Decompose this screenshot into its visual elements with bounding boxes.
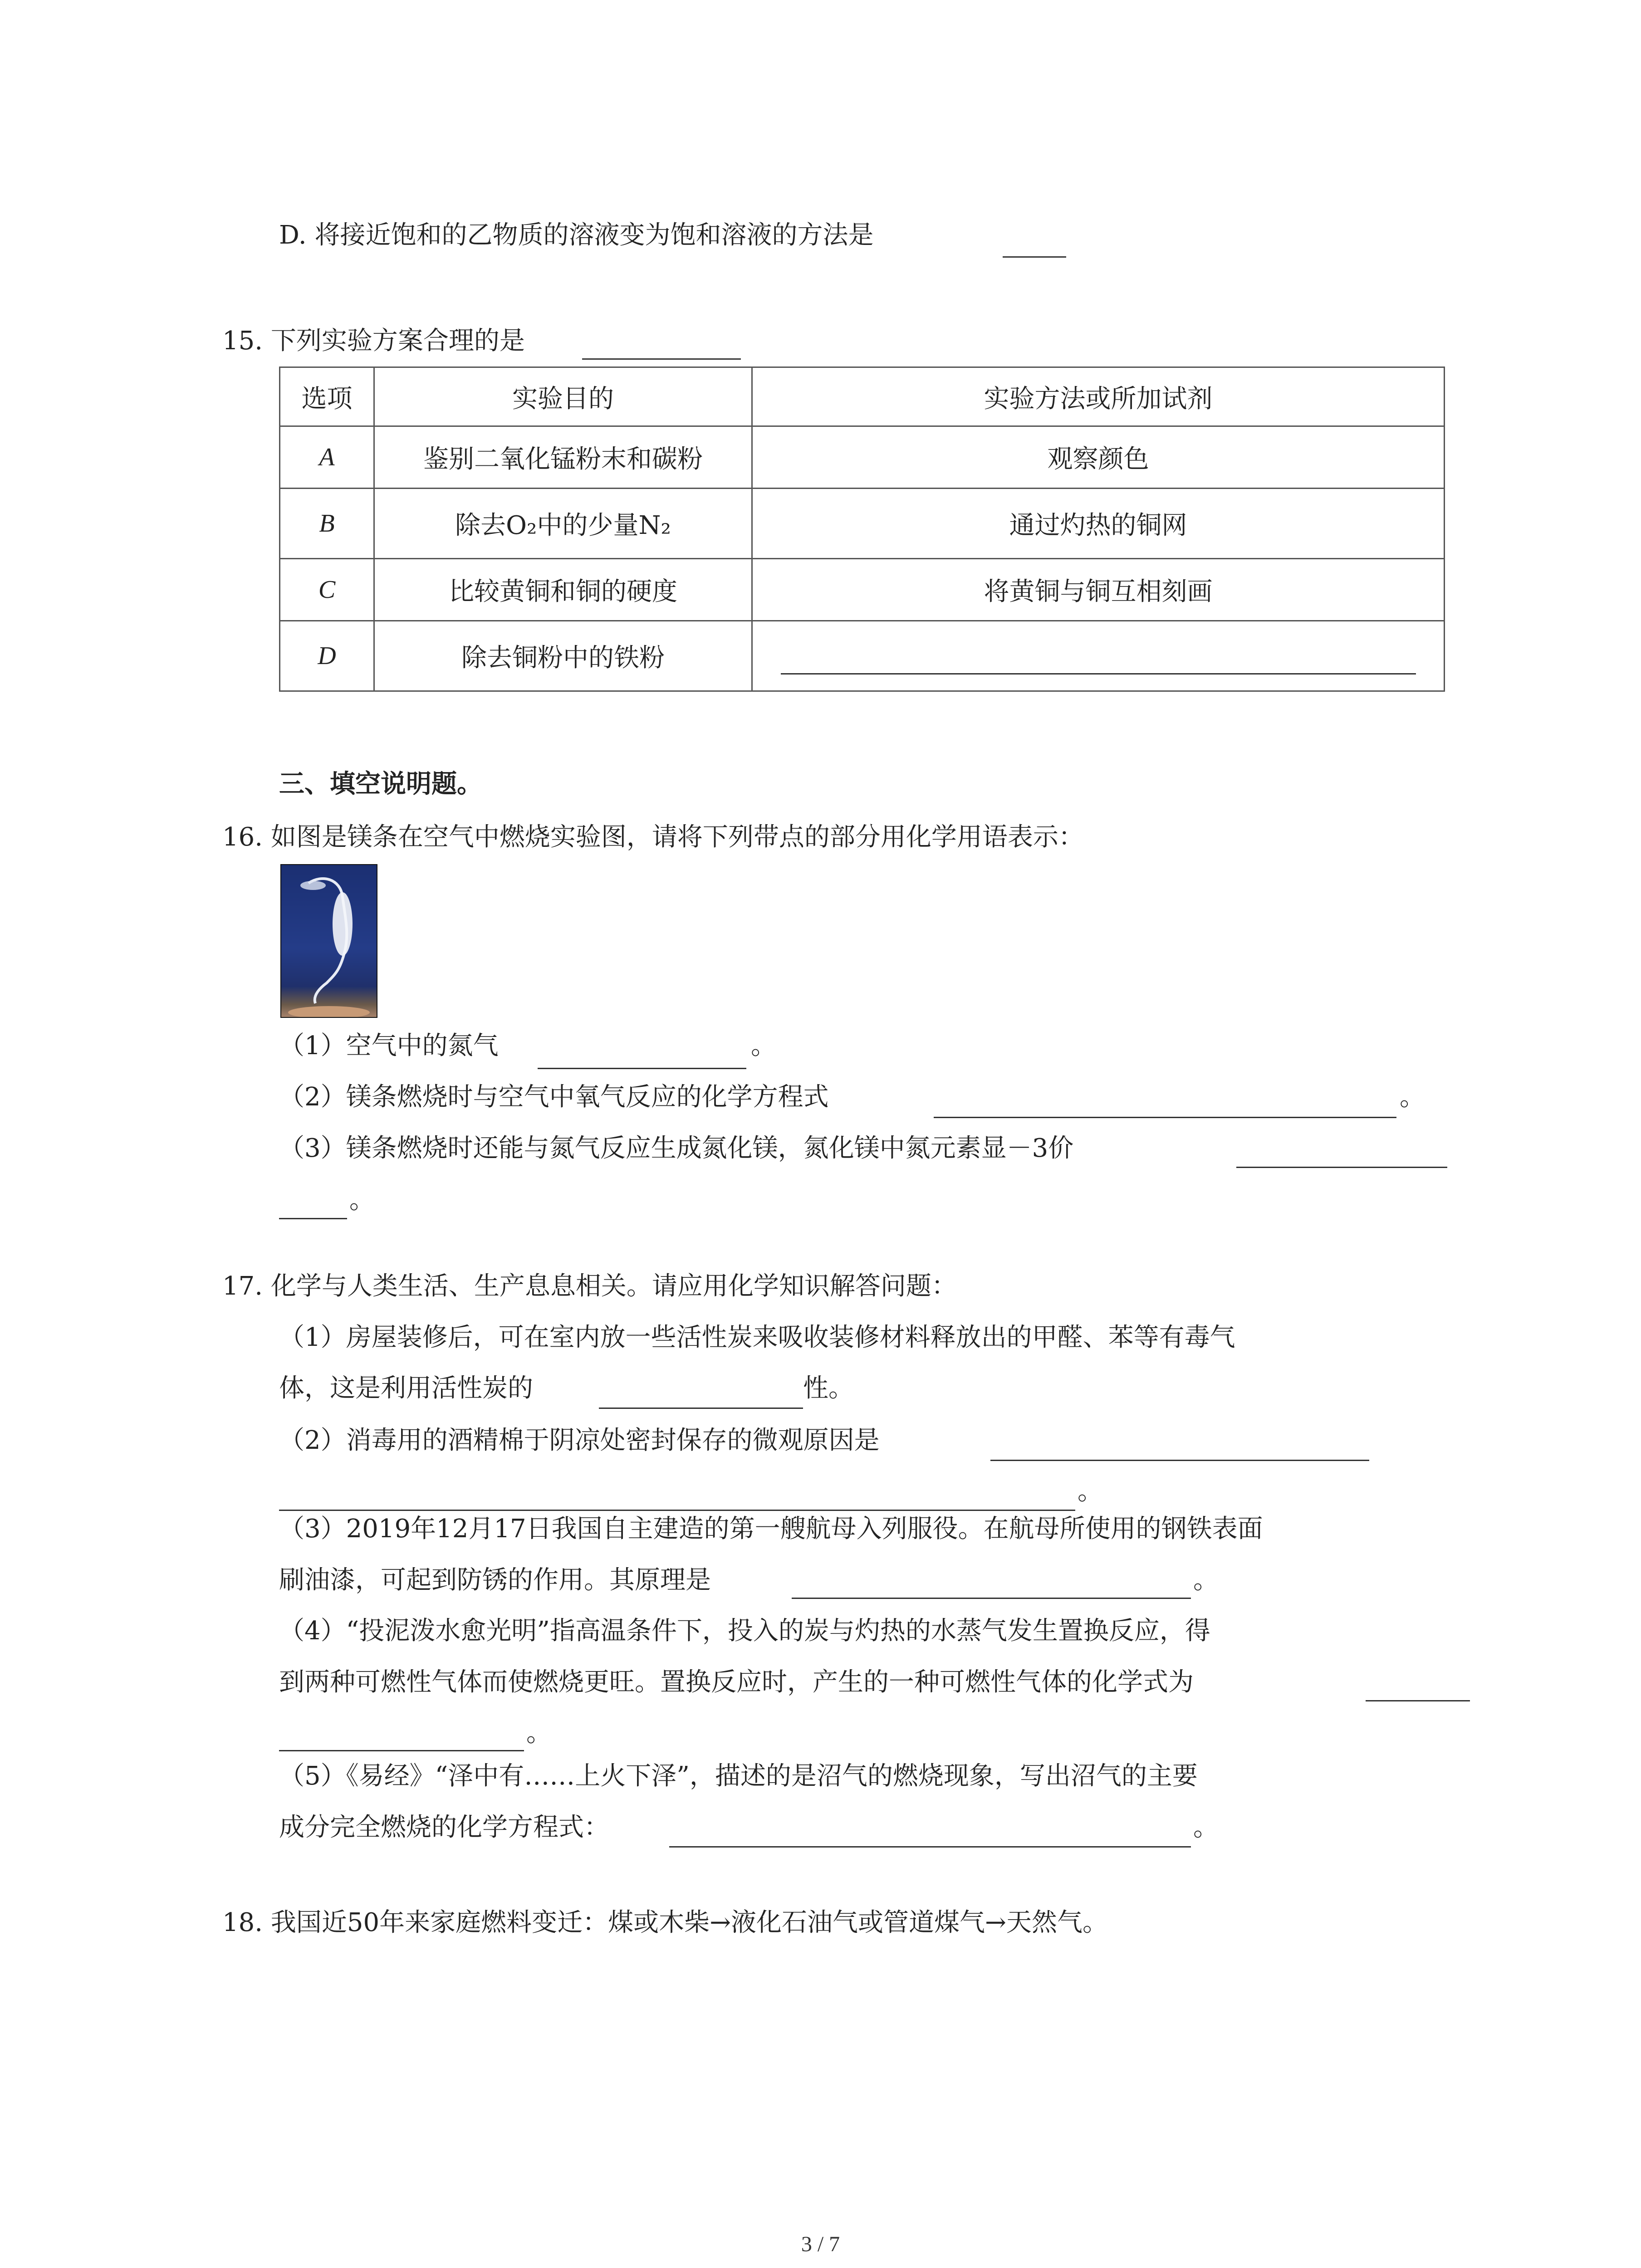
q17-part-1-line-2b: 性。 <box>803 1374 854 1403</box>
q16-part-2-end: 。 <box>1400 1082 1425 1112</box>
q16-part-2-blank[interactable] <box>934 1117 1396 1118</box>
row-a-purpose: 鉴别二氧化锰粉末和碳粉 <box>374 426 752 489</box>
q17-part-1-line-1: （1）房屋装修后，可在室内放一些活性炭来吸收装修材料释放出的甲醛、苯等有毒气 <box>279 1323 1235 1352</box>
table-row <box>280 559 1445 621</box>
magnesium-strip-drawing <box>281 865 377 1017</box>
q17-part-4-line-2: 到两种可燃性气体而使燃烧更旺。置换反应时，产生的一种可燃性气体的化学式为 <box>279 1667 1194 1697</box>
row-b-method: 通过灼热的铜网 <box>752 489 1445 559</box>
q17-part-5-line-2: 成分完全燃烧的化学方程式： <box>279 1813 609 1842</box>
q17-part-2-line-1: （2）消毒用的酒精棉于阴凉处密封保存的微观原因是 <box>279 1426 880 1455</box>
row-d-option: D <box>280 621 374 691</box>
row-b-option: B <box>280 489 374 559</box>
magnesium-burning-photo <box>280 864 377 1018</box>
q16-part-3-blank-a[interactable] <box>1236 1167 1447 1168</box>
q17-part-2-blank-a[interactable] <box>990 1460 1369 1461</box>
header-method: 实验方法或所加试剂 <box>752 367 1445 426</box>
q17-part-1-line-2a: 体，这是利用活性炭的 <box>279 1374 533 1403</box>
page-number: 3 / 7 <box>801 2232 840 2256</box>
q17-part-2-blank-b[interactable] <box>279 1510 1075 1511</box>
table-row <box>280 426 1445 489</box>
q16-part-1: （1）空气中的氮气 <box>279 1031 499 1061</box>
q17-part-4-end: 。 <box>526 1718 552 1748</box>
q17-part-5-end: 。 <box>1193 1813 1219 1842</box>
q17-part-4-blank-b[interactable] <box>279 1750 524 1751</box>
q15-experiment-table <box>279 367 1445 692</box>
row-c-purpose: 比较黄铜和铜的硬度 <box>374 559 752 621</box>
q15-stem: 15. 下列实验方案合理的是 <box>222 326 525 356</box>
q16-stem: 16. 如图是镁条在空气中燃烧实验图，请将下列带点的部分用化学用语表示： <box>222 822 1084 852</box>
q17-part-4-blank-a[interactable] <box>1366 1700 1470 1701</box>
row-c-option: C <box>280 559 374 621</box>
q17-part-5-blank[interactable] <box>669 1846 1191 1848</box>
row-d-purpose: 除去铜粉中的铁粉 <box>374 621 752 691</box>
q16-part-3-blank-b[interactable] <box>279 1218 347 1219</box>
q17-part-5-line-1: （5）《易经》“泽中有……上火下泽”，描述的是沼气的燃烧现象，写出沼气的主要 <box>279 1761 1198 1791</box>
row-c-method: 将黄铜与铜互相刻画 <box>752 559 1445 621</box>
q14-item-d: D. 将接近饱和的乙物质的溶液变为饱和溶液的方法是 <box>279 220 874 250</box>
q17-part-3-blank[interactable] <box>792 1598 1191 1599</box>
row-d-method <box>752 621 1445 691</box>
q16-part-1-end: 。 <box>751 1031 776 1061</box>
row-a-option: A <box>280 426 374 489</box>
q17-part-4-line-1: （4）“投泥泼水愈光明”指高温条件下，投入的炭与灼热的水蒸气发生置换反应，得 <box>279 1616 1210 1646</box>
q17-stem: 17. 化学与人类生活、生产息息相关。请应用化学知识解答问题： <box>222 1271 957 1301</box>
q16-part-3: （3）镁条燃烧时还能与氮气反应生成氮化镁，氮化镁中氮元素显－3价 <box>279 1134 1074 1163</box>
q17-part-3-line-2: 刷油漆，可起到防锈的作用。其原理是 <box>279 1565 711 1595</box>
q16-part-1-blank[interactable] <box>538 1068 746 1069</box>
header-option: 选项 <box>280 367 374 426</box>
q16-part-2: （2）镁条燃烧时与空气中氧气反应的化学方程式 <box>279 1082 829 1112</box>
table-header-row <box>280 367 1445 426</box>
row-b-purpose: 除去O₂中的少量N₂ <box>374 489 752 559</box>
table-row <box>280 621 1445 691</box>
q17-part-3-end: 。 <box>1193 1565 1219 1595</box>
q17-part-2-end: 。 <box>1078 1476 1103 1506</box>
q18-stem: 18. 我国近50年来家庭燃料变迁：煤或木柴→液化石油气或管道煤气→天然气。 <box>222 1908 1108 1937</box>
q15-answer-blank[interactable] <box>582 358 741 360</box>
table-row <box>280 489 1445 559</box>
q17-part-1-blank[interactable] <box>599 1408 803 1409</box>
header-purpose: 实验目的 <box>374 367 752 426</box>
section-3-title: 三、填空说明题。 <box>279 769 482 799</box>
q16-part-3-end: 。 <box>349 1185 375 1215</box>
q14-d-answer-blank[interactable] <box>1003 256 1066 258</box>
row-a-method: 观察颜色 <box>752 426 1445 489</box>
row-d-method-answer-blank[interactable] <box>781 673 1416 675</box>
q17-part-3-line-1: （3）2019年12月17日我国自主建造的第一艘航母入列服役。在航母所使用的钢铁表面 <box>279 1514 1263 1544</box>
